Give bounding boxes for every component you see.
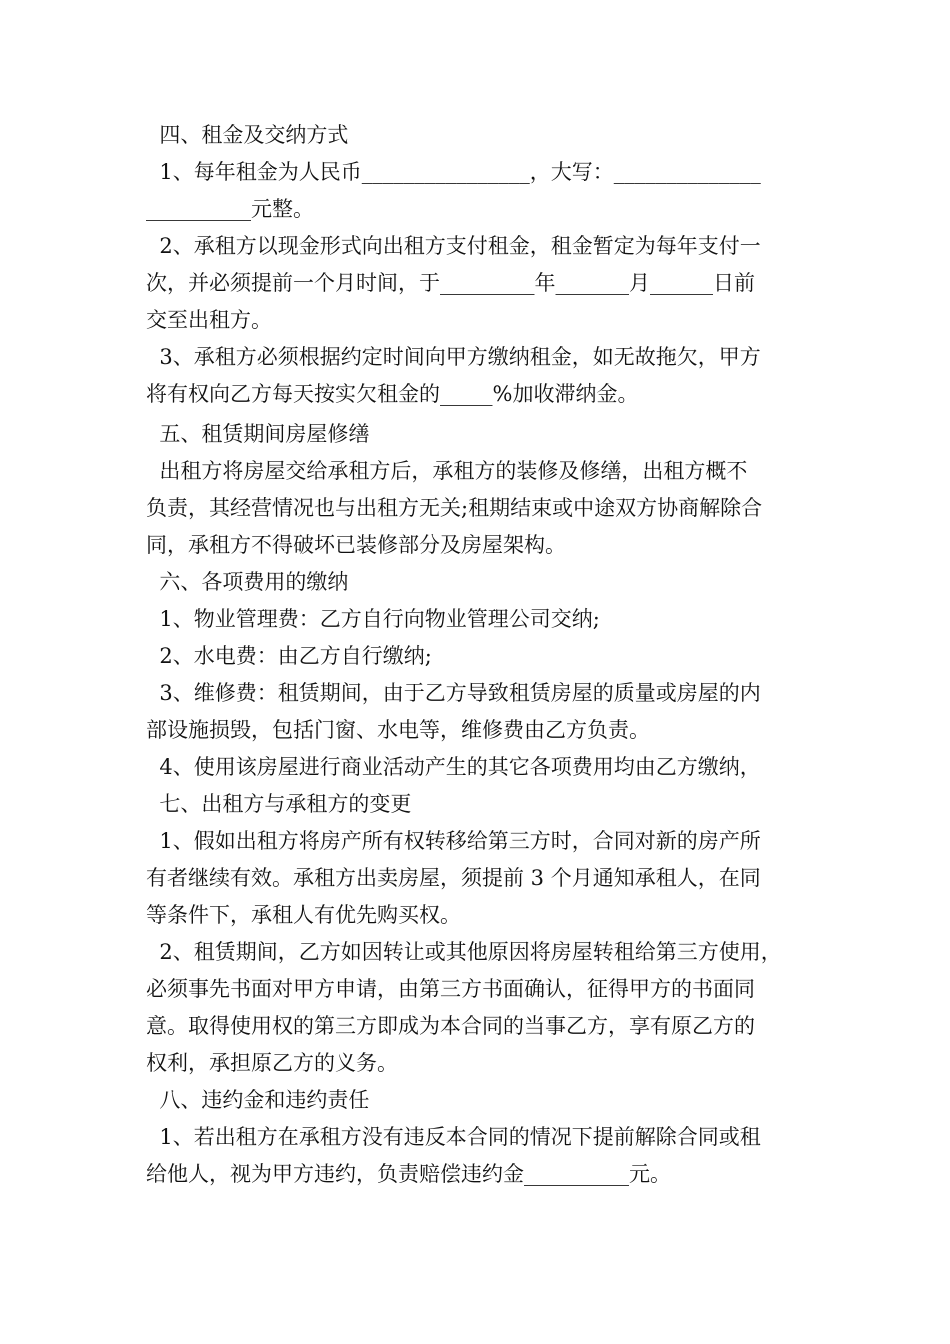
paragraph-line: 必须事先书面对甲方申请，由第三方书面确认，征得甲方的书面同 (146, 977, 755, 1001)
paragraph-line: 1、物业管理费：乙方自行向物业管理公司交纳; (146, 607, 600, 631)
paragraph-line: 给他人，视为甲方违约，负责赔偿违约金__________元。 (146, 1162, 671, 1186)
section-heading-fees: 六、各项费用的缴纳 (146, 570, 349, 594)
paragraph-line: 1、每年租金为人民币________________，大写：______________ (146, 160, 761, 184)
section-heading-breach: 八、违约金和违约责任 (146, 1088, 370, 1112)
section-heading-rent-payment: 四、租金及交纳方式 (146, 123, 349, 147)
paragraph-line: 出租方将房屋交给承租方后，承租方的装修及修缮，出租方概不 (146, 459, 748, 483)
paragraph-line: 1、假如出租方将房产所有权转移给第三方时，合同对新的房产所 (146, 829, 761, 853)
paragraph-line: 负责，其经营情况也与出租方无关;租期结束或中途双方协商解除合 (146, 496, 763, 520)
paragraph-line: 将有权向乙方每天按实欠租金的_____%加收滞纳金。 (146, 382, 639, 406)
paragraph-line: 有者继续有效。承租方出卖房屋，须提前 3 个月通知承租人，在同 (146, 866, 761, 890)
paragraph-line: 2、承租方以现金形式向出租方支付租金，租金暂定为每年支付一 (146, 234, 761, 258)
paragraph-line: 交至出租方。 (146, 308, 272, 332)
paragraph-line: 1、若出租方在承租方没有违反本合同的情况下提前解除合同或租 (146, 1125, 761, 1149)
paragraph-line: 2、租赁期间，乙方如因转让或其他原因将房屋转租给第三方使用， (146, 940, 782, 964)
paragraph-line: __________元整。 (146, 197, 314, 221)
paragraph-line: 部设施损毁，包括门窗、水电等，维修费由乙方负责。 (146, 718, 650, 742)
paragraph-line: 同，承租方不得破坏已装修部分及房屋架构。 (146, 533, 566, 557)
paragraph-line: 3、承租方必须根据约定时间向甲方缴纳租金，如无故拖欠，甲方 (146, 345, 761, 369)
paragraph-line: 等条件下，承租人有优先购买权。 (146, 903, 461, 927)
paragraph-line: 3、维修费：租赁期间，由于乙方导致租赁房屋的质量或房屋的内 (146, 681, 761, 705)
section-heading-repairs: 五、租赁期间房屋修缮 (146, 422, 370, 446)
paragraph-line: 权利，承担原乙方的义务。 (146, 1051, 398, 1075)
paragraph-line: 4、使用该房屋进行商业活动产生的其它各项费用均由乙方缴纳， (146, 755, 761, 779)
paragraph-line: 意。取得使用权的第三方即成为本合同的当事乙方，享有原乙方的 (146, 1014, 755, 1038)
paragraph-line: 次，并必须提前一个月时间，于_________年_______月______日前 (146, 271, 755, 295)
section-heading-changes: 七、出租方与承租方的变更 (146, 792, 412, 816)
paragraph-line: 2、水电费：由乙方自行缴纳; (146, 644, 432, 668)
